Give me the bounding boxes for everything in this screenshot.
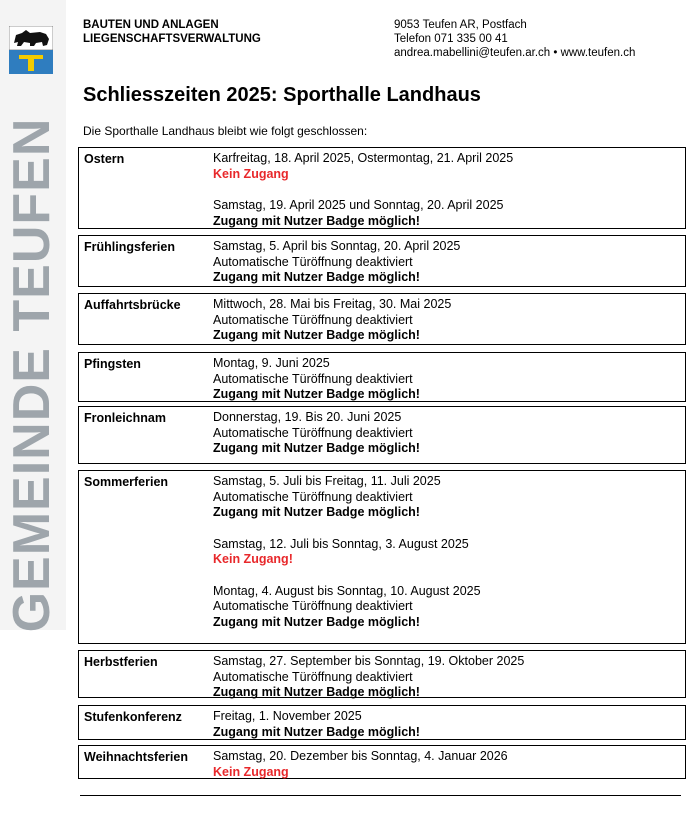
- dept-line: LIEGENSCHAFTSVERWALTUNG: [83, 33, 261, 45]
- closure-entry: [213, 239, 681, 286]
- closure-block: [78, 352, 686, 402]
- date-line: Samstag, 12. Juli bis Sonntag, 3. August 2025: [213, 536, 469, 551]
- access-note: Zugang mit Nutzer Badge möglich!: [213, 505, 420, 519]
- closure-entry: [213, 537, 681, 568]
- closure-entry: [213, 356, 681, 403]
- door-note: Automatische Türöffnung deaktiviert: [213, 599, 413, 613]
- closure-block: [78, 406, 686, 464]
- closure-label: Weihnachtsferien: [84, 750, 188, 764]
- closure-label: Stufenkonferenz: [84, 710, 182, 724]
- date-line: Samstag, 19. April 2025 und Sonntag, 20. April 2025: [213, 198, 504, 212]
- sidebar: [0, 0, 66, 633]
- intro-text: Die Sporthalle Landhaus bleibt wie folgt geschlossen:: [83, 124, 368, 138]
- closure-entries: [213, 474, 681, 630]
- closure-entry: [213, 584, 681, 631]
- closure-entries: [213, 239, 681, 286]
- closure-label: Frühlingsferien: [84, 240, 175, 254]
- closure-label: Fronleichnam: [84, 411, 166, 425]
- door-note: Automatische Türöffnung deaktiviert: [213, 425, 413, 440]
- closure-label: Pfingsten: [84, 357, 141, 371]
- sidebar-vertical-text: GEMEINDE TEUFEN: [3, 117, 61, 633]
- contact-header: [394, 18, 635, 60]
- bear-crest-icon: [9, 26, 53, 74]
- department-header: [83, 18, 261, 46]
- date-line: Samstag, 27. September bis Sonntag, 19. Oktober 2025: [213, 654, 525, 668]
- closure-entry: [213, 654, 681, 701]
- date-line: Freitag, 1. November 2025: [213, 709, 362, 723]
- closure-block: [78, 235, 686, 287]
- access-note: Zugang mit Nutzer Badge möglich!: [213, 685, 420, 699]
- door-note: Automatische Türöffnung deaktiviert: [213, 312, 413, 327]
- access-note: Zugang mit Nutzer Badge möglich!: [213, 213, 420, 228]
- date-line: Montag, 4. August bis Sonntag, 10. August 2025: [213, 583, 481, 598]
- closure-block: [78, 470, 686, 644]
- closure-entry: [213, 198, 681, 229]
- closure-entry: [213, 749, 681, 780]
- page-title: Schliesszeiten 2025: Sporthalle Landhaus: [83, 84, 481, 106]
- contact-address: 9053 Teufen AR, Postfach: [394, 19, 527, 31]
- closure-label: Sommerferien: [84, 475, 169, 489]
- access-note: Zugang mit Nutzer Badge möglich!: [213, 614, 420, 629]
- closure-block: [78, 147, 686, 229]
- access-note: Zugang mit Nutzer Badge möglich!: [213, 724, 420, 739]
- footer-divider: [80, 795, 681, 796]
- closure-block: [78, 705, 686, 740]
- closure-entries: [213, 356, 681, 403]
- closure-entries: [213, 151, 681, 229]
- closure-entry: [213, 297, 681, 344]
- closure-block: [78, 650, 686, 698]
- closure-entries: [213, 749, 681, 780]
- no-access-note: Kein Zugang: [213, 166, 289, 181]
- door-note: Automatische Türöffnung deaktiviert: [213, 254, 413, 269]
- date-line: Samstag, 5. Juli bis Freitag, 11. Juli 2025: [213, 474, 441, 488]
- closure-block: [78, 293, 686, 345]
- date-line: Montag, 9. Juni 2025: [213, 356, 330, 370]
- contact-email-web: andrea.mabellini@teufen.ar.ch • www.teufen.ch: [394, 47, 636, 59]
- closure-entry: [213, 410, 681, 457]
- closure-label: Ostern: [84, 152, 125, 166]
- date-line: Samstag, 20. Dezember bis Sonntag, 4. Januar 2026: [213, 749, 508, 763]
- closure-entries: [213, 410, 681, 457]
- access-note: Zugang mit Nutzer Badge möglich!: [213, 270, 420, 284]
- closure-block: [78, 745, 686, 779]
- closure-entries: [213, 709, 681, 740]
- closure-entries: [213, 654, 681, 701]
- no-access-note: Kein Zugang: [213, 764, 289, 779]
- closure-label: Herbstferien: [84, 655, 158, 669]
- closure-entry: [213, 474, 681, 521]
- closure-entries: [213, 297, 681, 344]
- access-note: Zugang mit Nutzer Badge möglich!: [213, 328, 420, 342]
- dept-line: BAUTEN UND ANLAGEN: [83, 19, 219, 31]
- date-line: Mittwoch, 28. Mai bis Freitag, 30. Mai 2025: [213, 297, 452, 311]
- door-note: Automatische Türöffnung deaktiviert: [213, 669, 413, 684]
- closure-label: Auffahrtsbrücke: [84, 298, 181, 312]
- contact-phone: Telefon 071 335 00 41: [394, 33, 508, 45]
- access-note: Zugang mit Nutzer Badge möglich!: [213, 387, 420, 401]
- date-line: Donnerstag, 19. Bis 20. Juni 2025: [213, 410, 402, 424]
- access-note: Zugang mit Nutzer Badge möglich!: [213, 441, 420, 455]
- door-note: Automatische Türöffnung deaktiviert: [213, 371, 413, 386]
- closure-entry: [213, 151, 681, 182]
- closure-entry: [213, 709, 681, 740]
- date-line: Samstag, 5. April bis Sonntag, 20. April 2025: [213, 239, 461, 253]
- door-note: Automatische Türöffnung deaktiviert: [213, 489, 413, 504]
- date-line: Karfreitag, 18. April 2025, Ostermontag, 21. April 2025: [213, 151, 514, 165]
- no-access-note: Kein Zugang!: [213, 552, 293, 566]
